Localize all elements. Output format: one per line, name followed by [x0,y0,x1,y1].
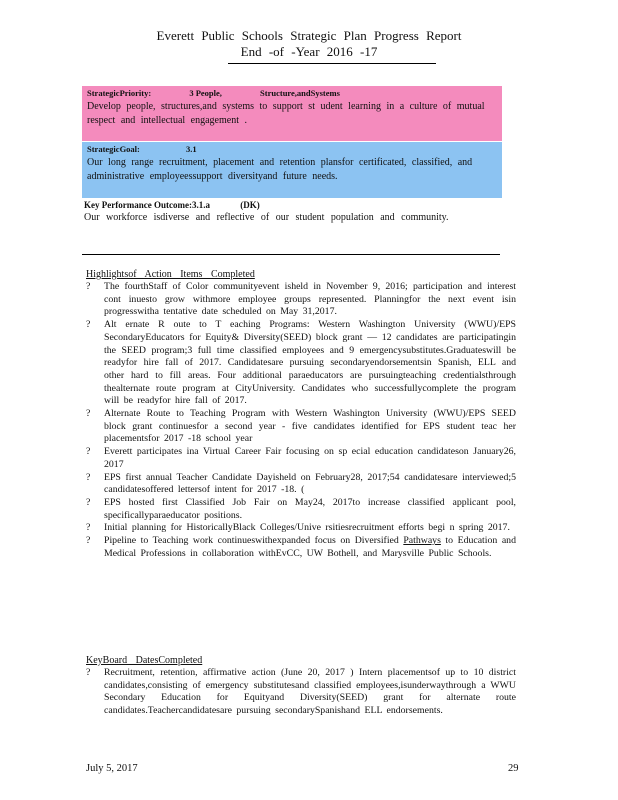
report-title-line-2: End -of -Year 2016 -17 [240,44,378,59]
strategic-goal-box [82,142,502,198]
kpo-code: (DK) [240,200,260,210]
list-item [86,319,516,408]
list-item [86,522,516,535]
list-item [86,281,516,319]
title-underline [228,63,436,64]
bullet-marker: ? [86,496,91,508]
list-item [86,667,516,718]
list-item-text: Alt ernate R oute to T eaching Programs: Western Washington University (WWU)/EPS SecondaryEducators for Equity& Diversity(SEED) block grant — 12 candidates are participatingin the SEED program;3 full time classified employees and 9 emergencysubstitutes.Graduateswill be readyfor hire fall of 2017. Candidatesare pursuing secondaryendorsementsin Spanish, ELL and other hard to fill areas. Four additional paraeducators are pursuingteaching credentialsthrough thealternate route program at CityUniversity. Candidates who successfullycomplete the program will be readyfor hire fall of 2017. [104,319,516,407]
strategic-goal-text: Our long range recruitment, placement and retention plansfor certificated, classified, and administrative employeessupport diversityand future needs. [87,157,473,182]
bullet-marker: ? [86,535,91,547]
highlights-list [86,281,516,560]
list-item-text: EPS hosted first Classified Job Fair on May24, 2017to increase classified applicant pool, specificallyparaeducator positions. [104,496,516,521]
footer-date: July 5, 2017 [86,763,138,774]
bullet-marker: ? [86,319,91,331]
strategic-priority-text: Develop people, structures,and systems to support st udent learning in a culture of mutual respect and intellectual engagement . [87,101,485,126]
strategic-goal-number: 3.1 [186,144,197,154]
list-item-text: Recruitment, retention, affirmative action (June 20, 2017 ) Intern placementsof up to 10 district candidates,consisting of emergency substitutesand classified employees,isunderwaythrough a WWU Secondary Education for Equityand Diversity(SEED) grant for alternate route candidates.Teachercandidatesare pursuing secondarySpanishand ELL endorsements. [104,667,516,717]
key-performance-outcome [84,199,504,224]
list-item-text: Everett participates ina Virtual Career Fair focusing on sp ecial education candidateson January26, 2017 [104,446,516,470]
kpo-label: Key Performance Outcome:3.1.a [84,200,210,210]
list-item-text: Alternate Route to Teaching Program with Western Washington University (WWU)/EPS SEED block grant continuesfor a second year - five candidates identified for EPS student teac her placementsfor 2017 -18 school year [104,408,516,445]
strategic-priority-name: Structure,andSystems [260,88,340,98]
highlights-heading: Highlightsof Action Items Completed [86,269,255,280]
strategic-priority-box [82,86,502,141]
list-item [86,535,516,560]
list-item [86,497,516,522]
list-item-text: The fourthStaff of Color communityevent isheld in November 9, 2016; participation and interest cont inuesto grow withmore employee groups represented. Planningfor the next event isin progresswitha tentative date scheduled on May 31,2017. [104,281,516,318]
bullet-marker: ? [86,408,91,420]
bullet-marker: ? [86,281,91,292]
key-board-dates-list [86,667,516,718]
key-board-dates-heading: KeyBoard DatesCompleted [86,655,203,666]
list-item [86,408,516,446]
kpo-text: Our workforce isdiverse and reflective of our student population and community. [84,212,449,223]
section-divider [82,254,500,255]
bullet-marker: ? [86,667,91,678]
strategic-goal-label: StrategicGoal: [87,144,140,154]
list-item-text: EPS first annual Teacher Candidate Dayisheld on February28, 2017;54 candidatesare interviewed;5 candidatesoffered lettersof intent for 2017 -18. ( [104,471,516,496]
bullet-marker: ? [86,522,91,534]
list-item-text: Pipeline to Teaching work continueswithexpanded focus on Diversified Pathways to Education and Medical Professions in collaboration withEvCC, UW Bothell, and Marysville Public Schools. [104,535,516,559]
list-item [86,446,516,471]
page-number: 29 [508,763,519,774]
list-item-text: Initial planning for HistoricallyBlack Colleges/Unive rsitiesrecruitment efforts begi n spring 2017. [104,522,510,534]
strategic-priority-label: StrategicPriority: [87,88,152,98]
strategic-priority-number: 3 People, [189,88,222,98]
bullet-marker: ? [86,446,91,458]
list-item [86,472,516,497]
report-title-line-1: Everett Public Schools Strategic Plan Progress Report [156,28,462,43]
bullet-marker: ? [86,471,91,483]
